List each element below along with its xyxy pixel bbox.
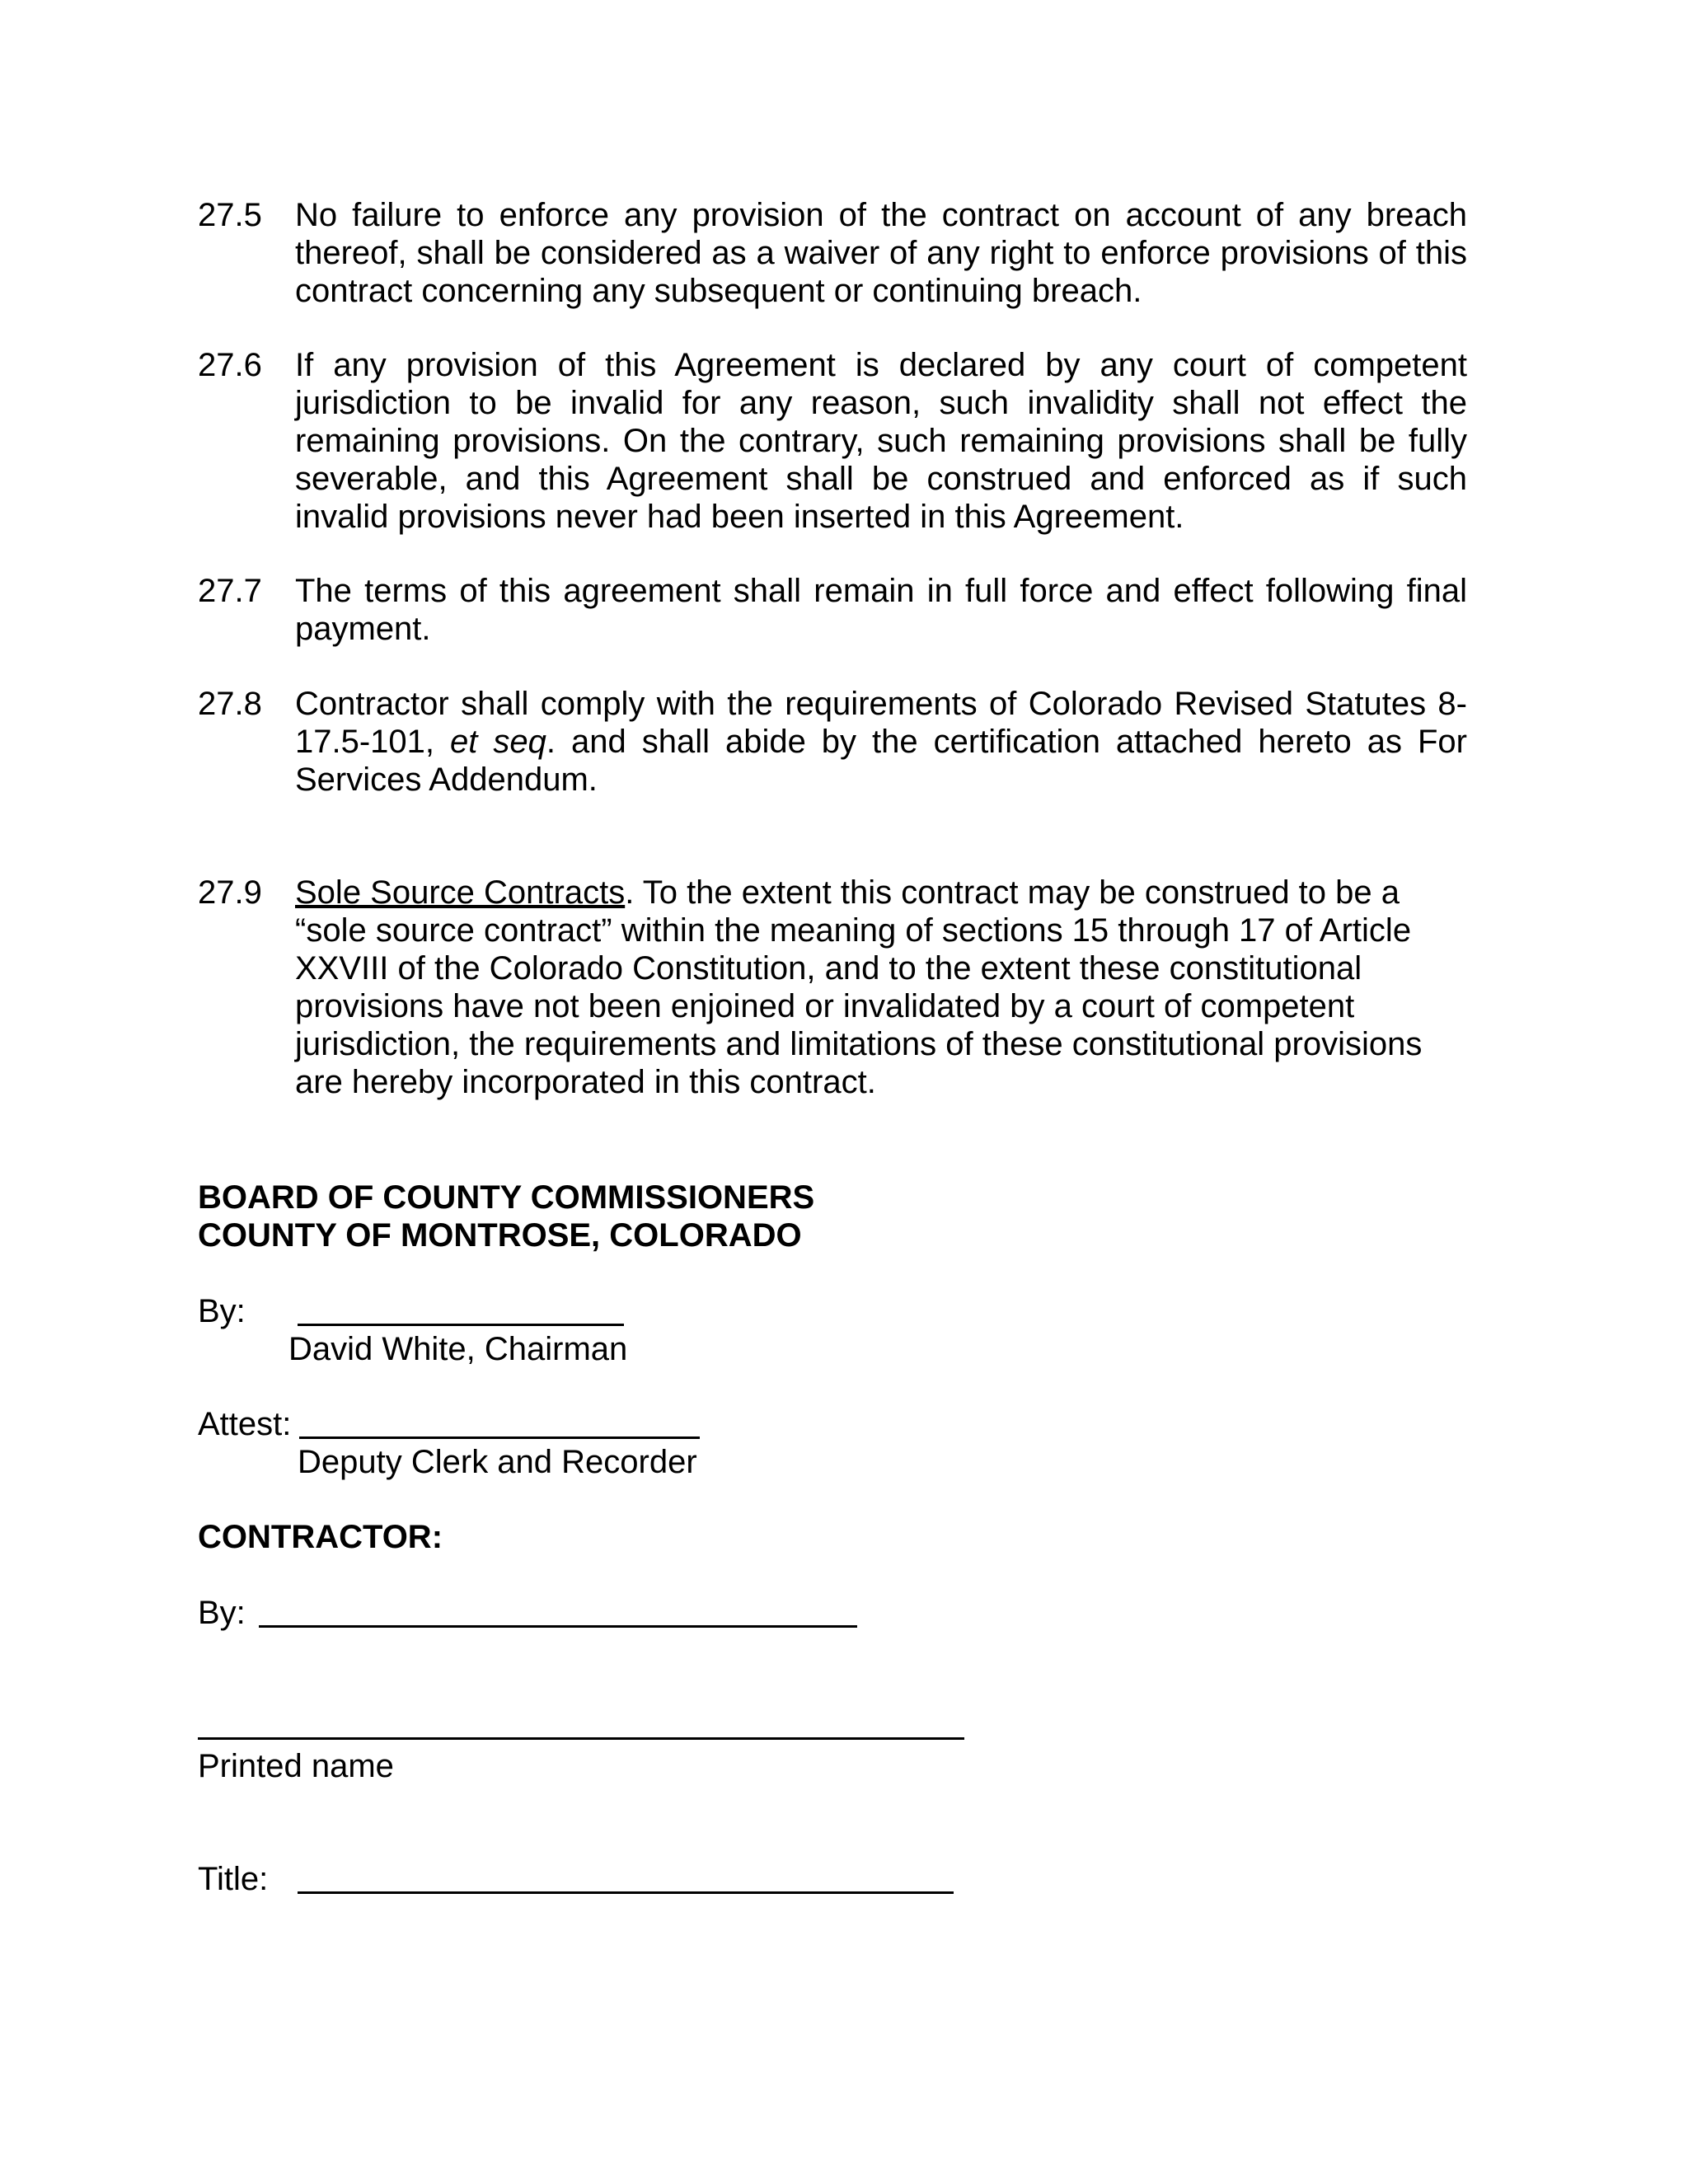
clause-text: The terms of this agreement shall remain in full force and effect following final payment. [295,573,1467,647]
title-label: Title: [198,1861,269,1897]
contractor-heading: CONTRACTOR: [198,1519,443,1555]
clause-27-6 [198,346,1467,536]
printed-name-line[interactable] [198,1737,964,1740]
printed-name-label: Printed name [198,1748,394,1784]
clause-text [295,874,1467,1101]
clause-text-end: . and shall abide by the certification attached hereto as For Services Addendum. [295,724,1467,798]
board-by-label: By: [198,1293,246,1329]
clause-number: 27.5 [198,197,262,233]
attest-label: Attest: [198,1406,292,1442]
clause-text [295,685,1467,799]
sole-source-heading: Sole Source Contracts [295,874,626,911]
board-heading-line1: BOARD OF COUNTY COMMISSIONERS [198,1179,815,1216]
clause-text: No failure to enforce any provision of the contract on account of any breach thereof, shall be considered as a waiver of any right to enforce provisions of this contract concerning any subsequent or continuing breach. [295,197,1467,309]
clause-text: If any provision of this Agreement is declared by any court of competent jurisdiction to be invalid for any reason, such invalidity shall not effect the remaining provisions. On the contrary, such remaining provisions shall be fully severable, and this Agreement shall be construed and enforced as if such invalid provisions never had been inserted in this Agreement. [295,347,1467,535]
attest-signature-line[interactable] [299,1436,700,1439]
board-signer-name: David White, Chairman [288,1331,628,1367]
clause-number: 27.6 [198,347,262,383]
attest-signer-name: Deputy Clerk and Recorder [298,1444,697,1480]
clause-text-start: Contractor shall comply with the requirements of Colorado Revised Statutes 8-17.5-101, [295,686,1467,760]
clause-27-5 [198,196,1467,310]
clause-number: 27.7 [198,573,262,609]
clause-27-8 [198,685,1467,799]
title-line[interactable] [298,1891,954,1894]
clause-27-9 [198,874,1467,1101]
clause-number: 27.9 [198,874,262,911]
board-signature-line[interactable] [298,1324,624,1326]
contractor-signature-line[interactable] [259,1625,857,1628]
clause-27-7 [198,572,1467,648]
clause-body: . To the extent this contract may be construed to be a “sole source contract” within the meaning of sections 15 through 17 of Article XXVIII of the Colorado Constitution, and to the extent these constitutional provisions have not been enjoined or invalidated by a court of competent jurisdiction, the requirements and limitations of these constitutional provisions are hereby incorporated in this contract. [295,874,1423,1100]
clause-number: 27.8 [198,686,262,722]
contractor-by-label: By: [198,1595,246,1631]
board-heading-line2: COUNTY OF MONTROSE, COLORADO [198,1217,802,1254]
et-seq-italic: et seq [450,724,546,760]
